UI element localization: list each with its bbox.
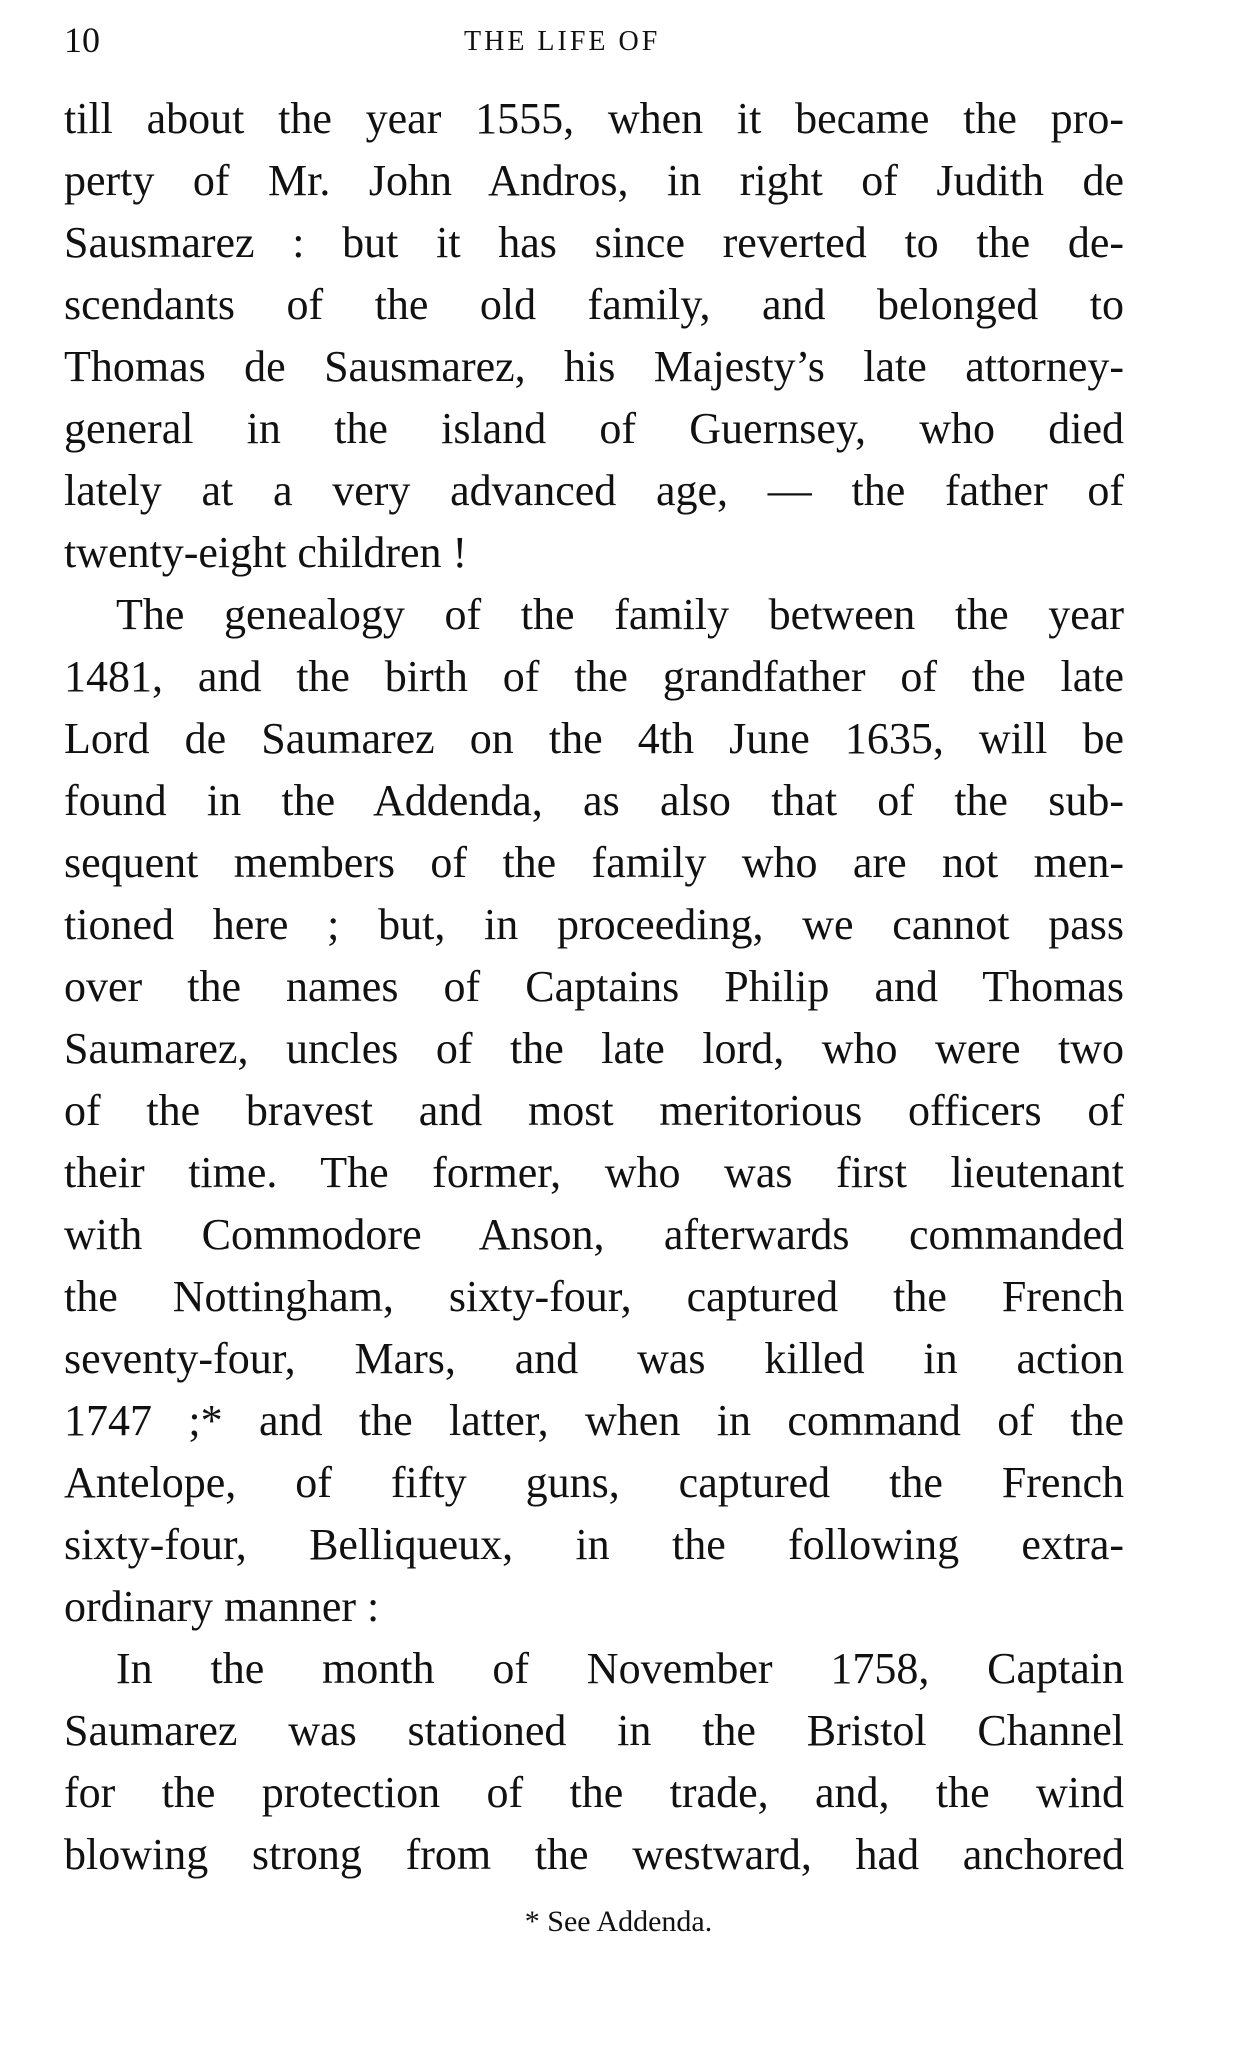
text-line: blowing strong from the westward, had anchored	[64, 1830, 1124, 1879]
running-title: THE LIFE OF	[464, 26, 661, 57]
text-line: over the names of Captains Philip and Thomas	[64, 962, 1124, 1011]
text-line: twenty-eight children !	[64, 528, 468, 577]
text-line: lately at a very advanced age, — the father of	[64, 466, 1124, 515]
text-line: sequent members of the family who are not men-	[64, 838, 1124, 887]
text-line: Sausmarez : but it has since reverted to the de-	[64, 218, 1124, 267]
text-line: sixty-four, Belliqueux, in the following extra-	[64, 1520, 1124, 1569]
text-line: scendants of the old family, and belonged to	[64, 280, 1124, 329]
text-line: 1747 ;* and the latter, when in command of the	[64, 1396, 1124, 1445]
text-line: Antelope, of fifty guns, captured the French	[64, 1458, 1124, 1507]
body-text	[64, 88, 1124, 1886]
text-line: Saumarez, uncles of the late lord, who were two	[64, 1024, 1124, 1073]
text-line: 1481, and the birth of the grandfather of the late	[64, 652, 1124, 701]
text-line: tioned here ; but, in proceeding, we cannot pass	[64, 900, 1124, 949]
text-line: ordinary manner :	[64, 1582, 380, 1631]
text-line: general in the island of Guernsey, who died	[64, 404, 1124, 453]
text-line: with Commodore Anson, afterwards commanded	[64, 1210, 1124, 1259]
text-line: till about the year 1555, when it became the pro-	[64, 94, 1124, 143]
text-line: seventy-four, Mars, and was killed in action	[64, 1334, 1124, 1383]
text-line: In the month of November 1758, Captain	[116, 1644, 1124, 1693]
text-line: of the bravest and most meritorious officers of	[64, 1086, 1124, 1135]
text-line: found in the Addenda, as also that of the sub-	[64, 776, 1124, 825]
text-line: for the protection of the trade, and, the wind	[64, 1768, 1124, 1817]
text-line: Lord de Saumarez on the 4th June 1635, will be	[64, 714, 1124, 763]
page-header	[64, 14, 1124, 66]
text-line: the Nottingham, sixty-four, captured the French	[64, 1272, 1124, 1321]
footnote: * See Addenda.	[524, 1905, 713, 1938]
text-line: Thomas de Sausmarez, his Majesty’s late attorney-	[64, 342, 1124, 391]
page-number: 10	[64, 20, 100, 60]
text-line: their time. The former, who was first lieutenant	[64, 1148, 1124, 1197]
text-line: perty of Mr. John Andros, in right of Judith de	[64, 156, 1124, 205]
text-line: The genealogy of the family between the year	[116, 590, 1124, 639]
text-line: Saumarez was stationed in the Bristol Channel	[64, 1706, 1124, 1755]
